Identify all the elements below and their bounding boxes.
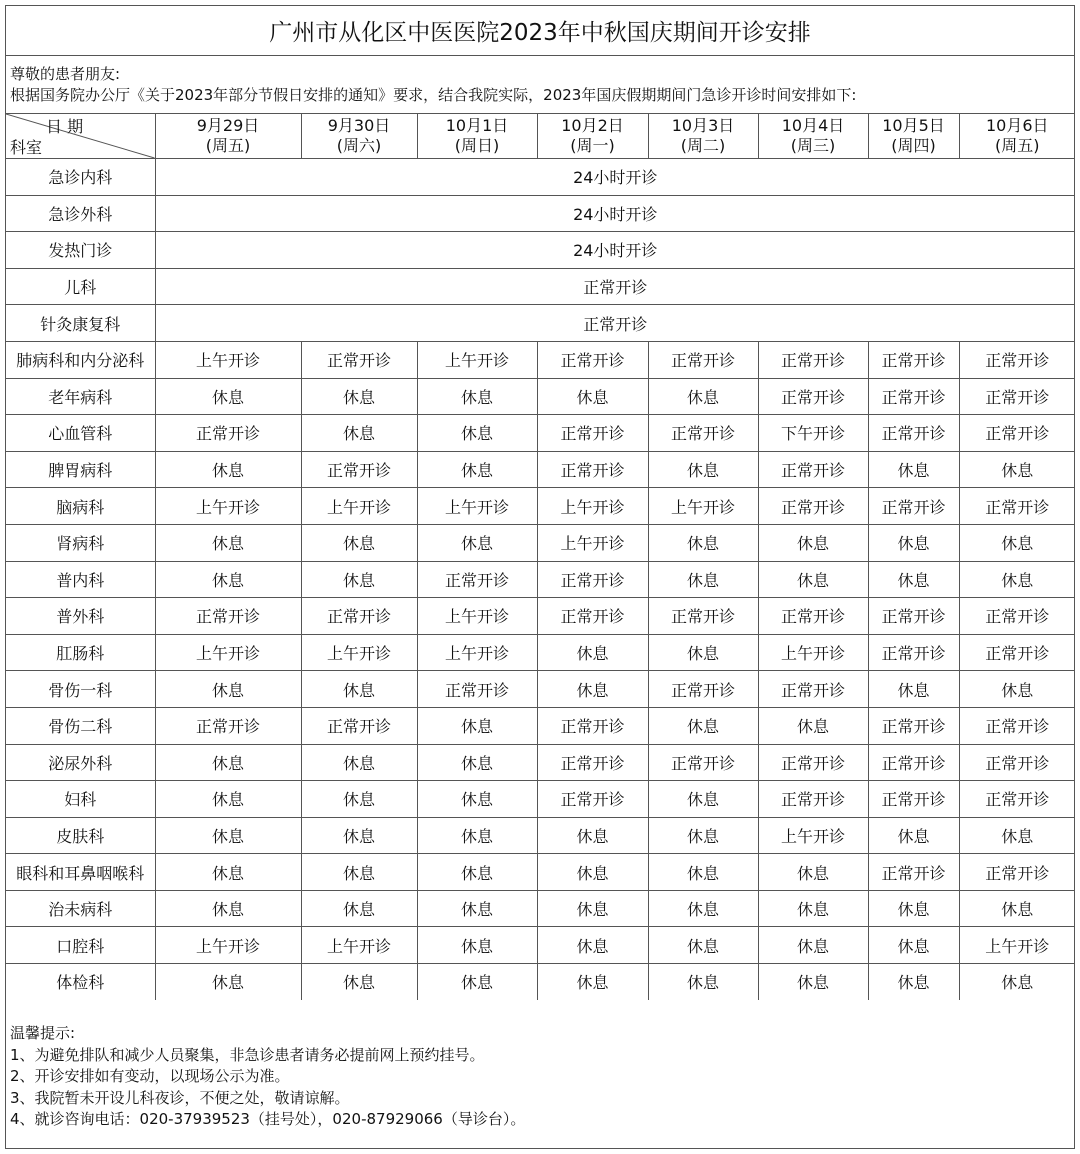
schedule-cell: 正常开诊 (868, 378, 959, 415)
department-cell: 治未病科 (6, 890, 155, 927)
schedule-cell: 休息 (537, 890, 648, 927)
schedule-cell: 休息 (301, 671, 417, 708)
merged-schedule-cell: 24小时开诊 (155, 232, 1075, 269)
column-date: 10月1日 (445, 116, 509, 135)
schedule-cell: 休息 (301, 964, 417, 1000)
schedule-cell: 正常开诊 (758, 488, 868, 525)
schedule-cell: 正常开诊 (868, 598, 959, 635)
schedule-cell: 正常开诊 (155, 415, 301, 452)
tip-item: 4、就诊咨询电话：020-37939523（挂号处），020-87929066（导诊台）。 (10, 1110, 526, 1128)
column-weekday: (周五) (205, 136, 251, 155)
date-column-header (155, 114, 301, 159)
schedule-cell: 休息 (155, 890, 301, 927)
table-row (6, 707, 1075, 744)
table-row (6, 817, 1075, 854)
header-row (6, 114, 1075, 159)
schedule-cell: 正常开诊 (959, 854, 1075, 891)
schedule-cell: 休息 (537, 634, 648, 671)
table-row (6, 890, 1075, 927)
schedule-cell: 休息 (648, 964, 758, 1000)
schedule-cell: 正常开诊 (301, 598, 417, 635)
schedule-cell: 上午开诊 (417, 488, 537, 525)
schedule-cell: 休息 (758, 854, 868, 891)
schedule-cell: 休息 (868, 817, 959, 854)
schedule-cell: 正常开诊 (959, 341, 1075, 378)
schedule-cell: 休息 (959, 451, 1075, 488)
schedule-cell: 休息 (537, 854, 648, 891)
department-cell: 普外科 (6, 598, 155, 635)
table-row (6, 671, 1075, 708)
schedule-cell: 正常开诊 (155, 707, 301, 744)
column-weekday: (周一) (570, 136, 615, 155)
table-row (6, 378, 1075, 415)
schedule-cell: 正常开诊 (758, 451, 868, 488)
schedule-cell: 休息 (868, 927, 959, 964)
column-weekday: (周五) (995, 136, 1040, 155)
department-cell: 体检科 (6, 964, 155, 1000)
schedule-cell: 正常开诊 (537, 451, 648, 488)
schedule-cell: 休息 (648, 817, 758, 854)
column-date: 10月5日 (882, 116, 945, 135)
schedule-cell: 正常开诊 (155, 598, 301, 635)
schedule-cell: 休息 (537, 927, 648, 964)
schedule-cell: 休息 (301, 524, 417, 561)
schedule-cell: 下午开诊 (758, 415, 868, 452)
corner-header-cell (6, 114, 155, 159)
column-date: 9月29日 (196, 116, 260, 135)
table-row (6, 598, 1075, 635)
schedule-cell: 正常开诊 (537, 707, 648, 744)
schedule-cell: 休息 (959, 561, 1075, 598)
schedule-cell: 休息 (959, 890, 1075, 927)
schedule-cell: 正常开诊 (959, 598, 1075, 635)
table-row (6, 159, 1075, 196)
department-cell: 肛肠科 (6, 634, 155, 671)
schedule-cell: 休息 (648, 781, 758, 818)
schedule-cell: 上午开诊 (417, 341, 537, 378)
schedule-cell: 休息 (155, 671, 301, 708)
table-row (6, 781, 1075, 818)
schedule-cell: 休息 (417, 817, 537, 854)
schedule-cell: 休息 (959, 817, 1075, 854)
schedule-cell: 休息 (301, 781, 417, 818)
date-column-header (417, 114, 537, 159)
schedule-cell: 休息 (868, 964, 959, 1000)
schedule-cell: 休息 (301, 744, 417, 781)
date-column-header (959, 114, 1075, 159)
schedule-cell: 休息 (648, 854, 758, 891)
schedule-cell: 休息 (648, 927, 758, 964)
schedule-cell: 休息 (868, 671, 959, 708)
schedule-cell: 上午开诊 (155, 488, 301, 525)
column-weekday: (周三) (790, 136, 836, 155)
schedule-cell: 上午开诊 (301, 927, 417, 964)
date-column-header (758, 114, 868, 159)
department-cell: 普内科 (6, 561, 155, 598)
department-cell: 肾病科 (6, 524, 155, 561)
schedule-cell: 上午开诊 (537, 524, 648, 561)
table-row (6, 451, 1075, 488)
schedule-table (6, 113, 1075, 1000)
intro-greeting: 尊敬的患者朋友: (10, 65, 121, 83)
schedule-cell: 休息 (301, 378, 417, 415)
schedule-cell: 休息 (155, 451, 301, 488)
schedule-cell: 上午开诊 (417, 634, 537, 671)
department-cell: 脾胃病科 (6, 451, 155, 488)
schedule-cell: 正常开诊 (758, 598, 868, 635)
schedule-cell: 休息 (155, 817, 301, 854)
schedule-cell: 休息 (758, 561, 868, 598)
schedule-cell: 正常开诊 (648, 415, 758, 452)
tip-item: 2、开诊安排如有变动，以现场公示为准。 (10, 1067, 290, 1085)
schedule-cell: 正常开诊 (758, 671, 868, 708)
schedule-cell: 上午开诊 (758, 634, 868, 671)
schedule-cell: 休息 (758, 927, 868, 964)
schedule-cell: 上午开诊 (648, 488, 758, 525)
schedule-cell: 休息 (417, 744, 537, 781)
schedule-cell: 正常开诊 (959, 707, 1075, 744)
table-row (6, 634, 1075, 671)
schedule-cell: 休息 (417, 707, 537, 744)
schedule-cell: 正常开诊 (648, 671, 758, 708)
schedule-cell: 休息 (417, 451, 537, 488)
schedule-cell: 休息 (868, 524, 959, 561)
schedule-cell: 休息 (537, 671, 648, 708)
schedule-cell: 休息 (417, 890, 537, 927)
intro-text (10, 64, 856, 106)
schedule-cell: 正常开诊 (868, 744, 959, 781)
schedule-cell: 正常开诊 (301, 451, 417, 488)
department-cell: 脑病科 (6, 488, 155, 525)
schedule-cell: 正常开诊 (537, 744, 648, 781)
schedule-cell: 正常开诊 (537, 598, 648, 635)
schedule-cell: 休息 (648, 890, 758, 927)
department-cell: 泌尿外科 (6, 744, 155, 781)
tips-heading: 温馨提示: (10, 1024, 76, 1042)
schedule-cell: 休息 (959, 524, 1075, 561)
date-column-header (301, 114, 417, 159)
schedule-cell: 休息 (155, 781, 301, 818)
table-row (6, 232, 1075, 269)
table-row (6, 488, 1075, 525)
table-row (6, 415, 1075, 452)
schedule-cell: 上午开诊 (959, 927, 1075, 964)
schedule-cell: 上午开诊 (155, 927, 301, 964)
table-row (6, 341, 1075, 378)
schedule-cell: 正常开诊 (537, 781, 648, 818)
schedule-cell: 休息 (155, 524, 301, 561)
schedule-cell: 休息 (155, 854, 301, 891)
schedule-cell: 休息 (648, 707, 758, 744)
column-weekday: (周六) (336, 136, 382, 155)
schedule-cell: 正常开诊 (537, 415, 648, 452)
schedule-cell: 正常开诊 (959, 488, 1075, 525)
schedule-cell: 正常开诊 (868, 415, 959, 452)
schedule-cell: 休息 (537, 378, 648, 415)
tip-item: 3、我院暂未开设儿科夜诊，不便之处，敬请谅解。 (10, 1088, 350, 1107)
schedule-notice (5, 5, 1075, 1149)
corner-date-label: 日 期 (46, 117, 84, 136)
schedule-cell: 休息 (959, 671, 1075, 708)
schedule-cell: 休息 (758, 964, 868, 1000)
schedule-cell: 正常开诊 (959, 744, 1075, 781)
department-cell: 针灸康复科 (6, 305, 155, 342)
schedule-cell: 正常开诊 (868, 341, 959, 378)
schedule-cell: 休息 (301, 890, 417, 927)
schedule-cell: 上午开诊 (155, 634, 301, 671)
schedule-cell: 正常开诊 (758, 341, 868, 378)
schedule-cell: 上午开诊 (301, 634, 417, 671)
column-date: 10月2日 (561, 116, 624, 135)
schedule-cell: 正常开诊 (301, 707, 417, 744)
table-row (6, 561, 1075, 598)
intro-body: 根据国务院办公厅《关于2023年部分节假日安排的通知》要求，结合我院实际，2023年国庆假期期间门急诊开诊时间安排如下: (10, 86, 857, 104)
table-row (6, 854, 1075, 891)
date-column-header (648, 114, 758, 159)
schedule-cell: 休息 (537, 817, 648, 854)
schedule-cell: 上午开诊 (301, 488, 417, 525)
schedule-cell: 正常开诊 (301, 341, 417, 378)
merged-schedule-cell: 24小时开诊 (155, 195, 1075, 232)
schedule-cell: 休息 (758, 890, 868, 927)
table-row (6, 195, 1075, 232)
schedule-cell: 正常开诊 (959, 378, 1075, 415)
schedule-cell: 休息 (648, 378, 758, 415)
column-weekday: (周四) (891, 136, 936, 155)
merged-schedule-cell: 正常开诊 (155, 305, 1075, 342)
schedule-cell: 休息 (417, 378, 537, 415)
schedule-cell: 正常开诊 (758, 781, 868, 818)
department-cell: 骨伤一科 (6, 671, 155, 708)
schedule-cell: 正常开诊 (868, 707, 959, 744)
schedule-cell: 正常开诊 (758, 744, 868, 781)
table-row (6, 305, 1075, 342)
schedule-cell: 休息 (417, 964, 537, 1000)
schedule-cell: 休息 (417, 781, 537, 818)
tip-item: 1、为避免排队和减少人员聚集，非急诊患者请务必提前网上预约挂号。 (10, 1045, 485, 1064)
table-row (6, 964, 1075, 1000)
schedule-cell: 上午开诊 (537, 488, 648, 525)
schedule-cell: 正常开诊 (417, 671, 537, 708)
tips-section (10, 1023, 525, 1131)
schedule-cell: 休息 (417, 415, 537, 452)
schedule-cell: 正常开诊 (959, 781, 1075, 818)
department-cell: 眼科和耳鼻咽喉科 (6, 854, 155, 891)
schedule-cell: 休息 (758, 707, 868, 744)
schedule-cell: 休息 (417, 927, 537, 964)
schedule-cell: 正常开诊 (417, 561, 537, 598)
schedule-cell: 休息 (301, 817, 417, 854)
schedule-cell: 休息 (301, 854, 417, 891)
schedule-cell: 休息 (301, 561, 417, 598)
department-cell: 妇科 (6, 781, 155, 818)
department-cell: 皮肤科 (6, 817, 155, 854)
column-weekday: (周二) (680, 136, 726, 155)
schedule-cell: 休息 (417, 524, 537, 561)
department-cell: 发热门诊 (6, 232, 155, 269)
department-cell: 儿科 (6, 268, 155, 305)
table-row (6, 927, 1075, 964)
column-date: 10月6日 (985, 116, 1049, 135)
schedule-cell: 休息 (868, 451, 959, 488)
schedule-cell: 休息 (155, 964, 301, 1000)
schedule-cell: 休息 (301, 415, 417, 452)
schedule-cell: 正常开诊 (959, 415, 1075, 452)
department-cell: 骨伤二科 (6, 707, 155, 744)
schedule-cell: 上午开诊 (417, 598, 537, 635)
schedule-cell: 休息 (537, 964, 648, 1000)
schedule-cell: 上午开诊 (758, 817, 868, 854)
schedule-cell: 上午开诊 (155, 341, 301, 378)
corner-dept-label: 科室 (10, 138, 43, 157)
schedule-cell: 正常开诊 (537, 561, 648, 598)
department-cell: 心血管科 (6, 415, 155, 452)
schedule-cell: 正常开诊 (868, 781, 959, 818)
date-column-header (537, 114, 648, 159)
table-row (6, 268, 1075, 305)
schedule-cell: 休息 (417, 854, 537, 891)
department-cell: 急诊内科 (6, 159, 155, 196)
schedule-cell: 休息 (959, 964, 1075, 1000)
schedule-cell: 休息 (648, 451, 758, 488)
schedule-cell: 正常开诊 (648, 341, 758, 378)
merged-schedule-cell: 正常开诊 (155, 268, 1075, 305)
schedule-cell: 正常开诊 (868, 488, 959, 525)
merged-schedule-cell: 24小时开诊 (155, 159, 1075, 196)
schedule-cell: 正常开诊 (868, 854, 959, 891)
schedule-cell: 休息 (155, 744, 301, 781)
schedule-cell: 休息 (868, 890, 959, 927)
department-cell: 口腔科 (6, 927, 155, 964)
department-cell: 急诊外科 (6, 195, 155, 232)
department-cell: 肺病科和内分泌科 (6, 341, 155, 378)
schedule-cell: 正常开诊 (758, 378, 868, 415)
schedule-cell: 正常开诊 (648, 598, 758, 635)
page-title: 广州市从化区中医医院2023年中秋国庆期间开诊安排 (6, 6, 1074, 56)
date-column-header (868, 114, 959, 159)
schedule-cell: 休息 (648, 561, 758, 598)
schedule-cell: 休息 (155, 561, 301, 598)
schedule-cell: 休息 (648, 634, 758, 671)
department-cell: 老年病科 (6, 378, 155, 415)
column-date: 10月4日 (781, 116, 845, 135)
schedule-cell: 正常开诊 (959, 634, 1075, 671)
schedule-cell: 正常开诊 (868, 634, 959, 671)
schedule-cell: 休息 (648, 524, 758, 561)
table-row (6, 524, 1075, 561)
column-date: 10月3日 (671, 116, 735, 135)
table-row (6, 744, 1075, 781)
column-weekday: (周日) (454, 136, 500, 155)
schedule-cell: 休息 (868, 561, 959, 598)
schedule-cell: 正常开诊 (537, 341, 648, 378)
schedule-cell: 休息 (758, 524, 868, 561)
schedule-cell: 休息 (155, 378, 301, 415)
schedule-cell: 正常开诊 (648, 744, 758, 781)
column-date: 9月30日 (327, 116, 391, 135)
